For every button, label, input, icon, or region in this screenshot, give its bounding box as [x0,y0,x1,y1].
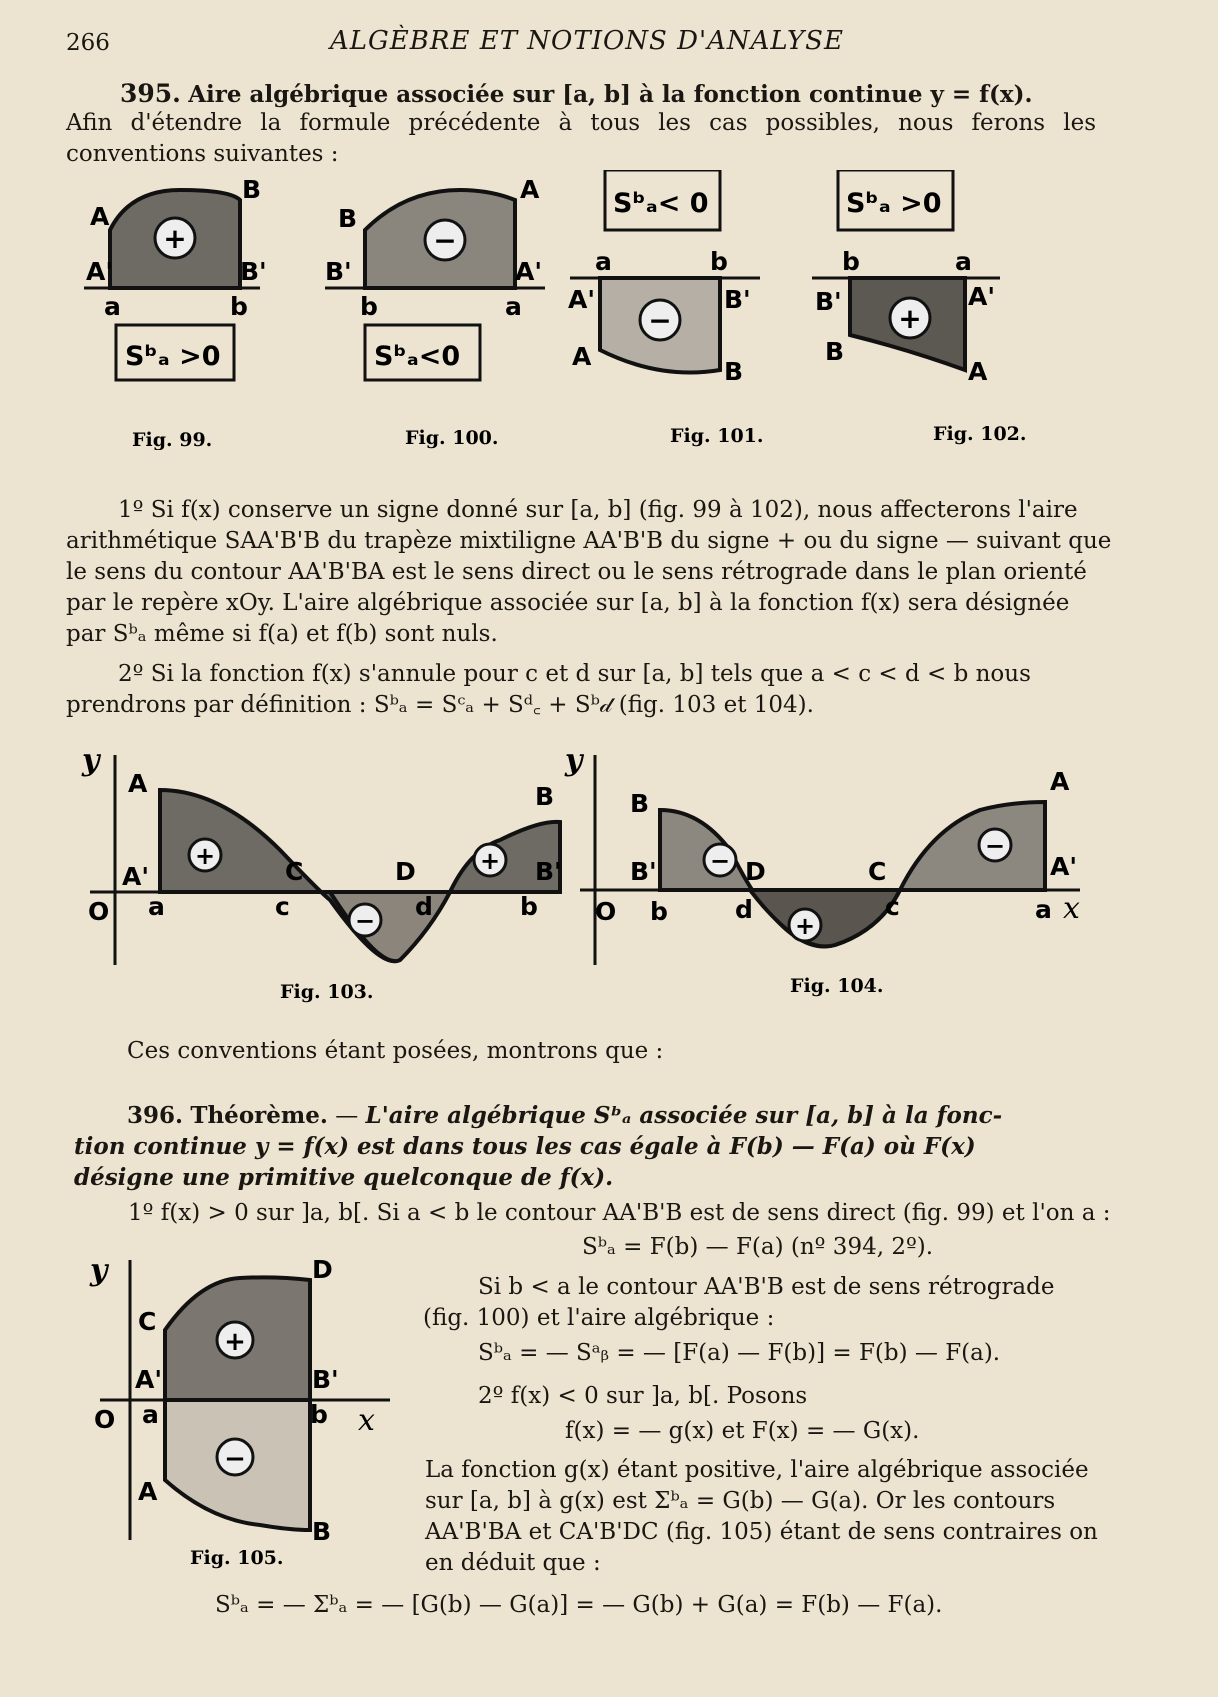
svg-text:A: A [1050,767,1070,796]
svg-text:−: − [224,1444,246,1474]
svg-text:a: a [104,292,121,321]
svg-text:B': B' [535,857,562,886]
svg-text:+: + [163,222,187,255]
section-title: Aire algébrique associée sur [a, b] à la fonction continue y = f(x). [188,81,1033,108]
svg-text:D: D [312,1255,333,1284]
svg-text:A: A [128,769,148,798]
p2-line-2: prendrons par définition : Sᵇₐ = Sᶜₐ + Sᵈ꜀ + Sᵇ𝒹 (fig. 103 et 104). [66,692,814,718]
svg-text:c: c [885,892,900,921]
svg-text:b: b [310,1400,328,1429]
svg-text:A': A' [122,862,150,891]
svg-text:Fig. 105.: Fig. 105. [190,1547,284,1569]
svg-text:x: x [1063,891,1080,926]
svg-text:−: − [709,847,731,875]
svg-text:Fig. 99.: Fig. 99. [132,429,213,450]
page-number: 266 [66,30,110,56]
proof-text-2b: (fig. 100) et l'aire algébrique : [423,1305,775,1331]
figures-99-102 [60,170,1120,450]
svg-text:A': A' [568,285,596,314]
svg-text:+: + [794,912,816,940]
svg-text:+: + [194,842,216,870]
svg-text:B': B' [724,285,751,314]
svg-text:D: D [745,857,766,886]
proof-text-4c: AA'B'BA et CA'B'DC (fig. 105) étant de sens contraires on [425,1519,1098,1545]
proof-text-4b: sur [a, b] à g(x) est Σᵇₐ = G(b) — G(a). Or les contours [425,1488,1056,1514]
svg-text:−: − [648,304,672,337]
svg-text:C: C [285,857,304,886]
svg-text:a: a [148,892,165,921]
svg-text:B: B [242,175,262,204]
svg-text:B': B' [325,257,352,286]
svg-text:x: x [358,1403,375,1438]
section-number: 395. [120,79,181,108]
svg-text:Sᵇₐ< 0: Sᵇₐ< 0 [613,188,709,219]
figure-103 [81,743,562,1003]
svg-text:d: d [735,895,753,924]
figure-102 [812,170,1000,386]
theorem-line-2: tion continue y = f(x) est dans tous les cas égale à F(b) — F(a) où F(x) [74,1133,976,1160]
conventions-conclusion: Ces conventions étant posées, montrons que : [127,1038,664,1064]
svg-text:Fig. 100.: Fig. 100. [405,427,499,449]
svg-text:a: a [955,247,972,276]
figure-105 [60,1240,420,1570]
svg-text:−: − [433,224,457,257]
svg-text:B: B [724,357,744,386]
proof-text-4a: La fonction g(x) étant positive, l'aire algébrique associée [425,1457,1089,1483]
svg-text:y: y [565,743,583,778]
svg-text:B': B' [312,1365,339,1394]
figure-99 [84,175,267,380]
p1-line-3: le sens du contour AA'B'BA est le sens direct ou le sens rétrograde dans le plan orienté [66,559,1087,585]
svg-text:a: a [142,1400,159,1429]
svg-text:A': A' [86,257,114,286]
section-395-heading [120,78,1130,111]
svg-text:A': A' [1050,852,1078,881]
equation-1: Sᵇₐ = F(b) — F(a) (nº 394, 2º). [582,1234,934,1260]
svg-text:b: b [520,892,538,921]
p2-line-1: 2º Si la fonction f(x) s'annule pour c et d sur [a, b] tels que a < c < d < b nous [118,661,1031,687]
svg-text:+: + [479,847,501,875]
svg-text:+: + [898,302,922,335]
proof-text-4d: en déduit que : [425,1550,601,1576]
theorem-line-3: désigne une primitive quelconque de f(x). [74,1164,614,1191]
svg-text:O: O [88,897,110,926]
svg-text:b: b [230,292,248,321]
svg-text:B: B [630,789,650,818]
p1-line-4: par le repère xOy. L'aire algébrique associée sur [a, b] à la fonction f(x) sera désignée [66,590,1070,616]
svg-text:Sᵇₐ >0: Sᵇₐ >0 [125,341,221,372]
svg-text:b: b [710,247,728,276]
svg-text:A': A' [135,1365,163,1394]
svg-text:B: B [338,204,358,233]
svg-text:a: a [505,292,522,321]
svg-text:B': B' [815,287,842,316]
svg-text:−: − [984,832,1006,860]
svg-text:O: O [94,1405,116,1434]
svg-text:C: C [868,857,887,886]
svg-text:Sᵇₐ<0: Sᵇₐ<0 [374,341,461,372]
p1-line-5: par Sᵇₐ même si f(a) et f(b) sont nuls. [66,621,498,647]
svg-text:b: b [842,247,860,276]
equation-3: f(x) = — g(x) et F(x) = — G(x). [565,1418,920,1444]
svg-text:A': A' [515,257,543,286]
figures-103-104 [60,740,1120,1010]
svg-text:A: A [138,1477,158,1506]
svg-text:Fig. 101.: Fig. 101. [670,425,764,447]
svg-text:O: O [595,897,617,926]
svg-text:c: c [275,892,290,921]
p1-line-1: 1º Si f(x) conserve un signe donné sur [a, b] (fig. 99 à 102), nous affecterons l'aire [118,497,1078,523]
svg-text:d: d [415,892,433,921]
proof-case-1: 1º f(x) > 0 sur ]a, b[. Si a < b le contour AA'B'B est de sens direct (fig. 99) et l'on a : [128,1200,1111,1226]
svg-text:−: − [354,907,376,935]
svg-text:b: b [650,897,668,926]
equation-2: Sᵇₐ = — Sᵃᵦ = — [F(a) — F(b)] = F(b) — F(a). [478,1340,1001,1366]
svg-text:B: B [312,1517,332,1546]
running-title: ALGÈBRE ET NOTIONS D'ANALYSE [330,26,844,56]
svg-text:D: D [395,857,416,886]
svg-text:Fig. 103.: Fig. 103. [280,981,374,1003]
svg-text:A: A [572,342,592,371]
svg-text:C: C [138,1307,157,1336]
svg-text:y: y [90,1253,108,1288]
figure-101 [568,170,760,386]
svg-text:B: B [535,782,555,811]
svg-text:A: A [968,357,988,386]
figure-104 [564,743,1080,997]
figure-100 [325,175,545,380]
p1-line-2: arithmétique SAA'B'B du trapèze mixtiligne AA'B'B du signe + ou du signe — suivant que [66,528,1112,554]
svg-text:y: y [82,743,100,778]
proof-case-2: 2º f(x) < 0 sur ]a, b[. Posons [478,1383,808,1409]
svg-text:A: A [90,202,110,231]
svg-text:b: b [360,292,378,321]
svg-text:Sᵇₐ >0: Sᵇₐ >0 [846,188,942,219]
svg-text:A: A [520,175,540,204]
svg-text:B: B [825,337,845,366]
svg-text:a: a [1035,895,1052,924]
section-395-intro: Afin d'étendre la formule précédente à tous les cas possibles, nous ferons les conventions suivantes : [66,110,1096,167]
proof-text-2a: Si b < a le contour AA'B'B est de sens rétrograde [478,1274,1055,1300]
section-396-heading: 396. Théorème. — L'aire algébrique Sᵇₐ associée sur [a, b] à la fonc- [127,1102,1003,1129]
svg-text:B': B' [240,257,267,286]
svg-text:B': B' [630,857,657,886]
equation-4: Sᵇₐ = — Σᵇₐ = — [G(b) — G(a)] = — G(b) + G(a) = F(b) — F(a). [215,1592,943,1618]
svg-text:+: + [224,1327,246,1357]
svg-text:a: a [595,247,612,276]
svg-text:Fig. 104.: Fig. 104. [790,975,884,997]
svg-text:A': A' [968,282,996,311]
svg-text:Fig. 102.: Fig. 102. [933,423,1027,445]
